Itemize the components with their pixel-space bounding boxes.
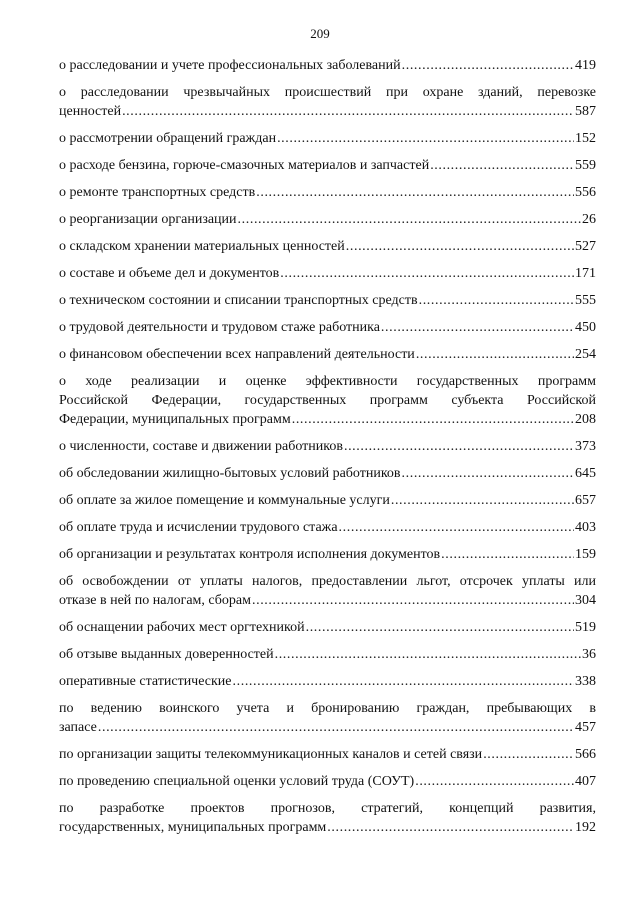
entry-text: об оснащении рабочих мест оргтехникой — [59, 620, 305, 635]
index-entry — [59, 545, 596, 564]
entry-line — [59, 618, 596, 637]
index-entry — [59, 618, 596, 637]
entry-line — [59, 410, 596, 429]
dot-leader — [256, 183, 574, 202]
entry-text: о техническом состоянии и списании транспортных средств — [59, 293, 418, 308]
index-entry — [59, 83, 596, 121]
entry-line — [59, 345, 596, 364]
entry-line — [59, 545, 596, 564]
entry-text: об оплате за жилое помещение и коммунальные услуги — [59, 493, 390, 508]
index-entry — [59, 645, 596, 664]
entry-page-number: 457 — [575, 720, 596, 735]
index-entry — [59, 372, 596, 429]
entry-page-number: 403 — [575, 520, 596, 535]
dot-leader — [238, 210, 581, 229]
entry-page-number: 152 — [575, 131, 596, 146]
entry-text: о складском хранении материальных ценностей — [59, 239, 345, 254]
entry-page-number: 192 — [575, 820, 596, 835]
entry-page-number: 26 — [582, 212, 596, 227]
entry-page-number: 587 — [575, 104, 596, 119]
index-entry — [59, 156, 596, 175]
entry-page-number: 419 — [575, 58, 596, 73]
index-entry — [59, 799, 596, 837]
entry-line — [59, 318, 596, 337]
index-entry — [59, 437, 596, 456]
entry-line — [59, 291, 596, 310]
entry-page-number: 304 — [575, 593, 596, 608]
entry-page-number: 407 — [575, 774, 596, 789]
dot-leader — [483, 745, 574, 764]
entry-text: государственных, муниципальных программ — [59, 820, 327, 835]
index-entry — [59, 745, 596, 764]
entry-page-number: 338 — [575, 674, 596, 689]
page-number: 209 — [310, 26, 330, 41]
entry-text: о ремонте транспортных средств — [59, 185, 256, 200]
entry-page-number: 566 — [575, 747, 596, 762]
index-entry — [59, 291, 596, 310]
entry-text: об оплате труда и исчислении трудового стажа — [59, 520, 338, 535]
dot-leader — [306, 618, 574, 637]
entry-line — [59, 591, 596, 610]
index-entry — [59, 772, 596, 791]
entry-text: о численности, составе и движении работников — [59, 439, 343, 454]
entry-line — [59, 210, 596, 229]
index-entry — [59, 491, 596, 510]
entry-line — [59, 237, 596, 256]
dot-leader — [419, 291, 574, 310]
index-entry — [59, 464, 596, 483]
entry-line — [59, 129, 596, 148]
dot-leader — [275, 645, 581, 664]
entry-page-number: 556 — [575, 185, 596, 200]
dot-leader — [252, 591, 574, 610]
entry-text: по проведению специальной оценки условий труда (СОУТ) — [59, 774, 415, 789]
entry-page-number: 171 — [575, 266, 596, 281]
entry-page-number: 527 — [575, 239, 596, 254]
entry-page-number: 657 — [575, 493, 596, 508]
dot-leader — [381, 318, 574, 337]
entry-text-wrapped: о расследовании чрезвычайных происшествий при охране зданий, перевозке — [59, 85, 596, 100]
entry-text: об организации и результатах контроля исполнения документов — [59, 547, 441, 562]
entry-page-number: 254 — [575, 347, 596, 362]
entry-text-wrapped: по ведению воинского учета и бронированию граждан, пребывающих в — [59, 701, 596, 716]
entry-page-number: 519 — [575, 620, 596, 635]
entry-text: о расследовании и учете профессиональных заболеваний — [59, 58, 401, 73]
index-entry — [59, 345, 596, 364]
dot-leader — [402, 464, 574, 483]
entry-line — [59, 818, 596, 837]
index-entry — [59, 699, 596, 737]
entry-page-number: 373 — [575, 439, 596, 454]
entry-line — [59, 672, 596, 691]
dot-leader — [280, 264, 574, 283]
dot-leader — [344, 437, 574, 456]
entry-text-wrapped: по разработке проектов прогнозов, стратегий, концепций развития, — [59, 801, 596, 816]
entry-text: отказе в ней по налогам, сборам — [59, 593, 251, 608]
dot-leader — [441, 545, 574, 564]
entry-line — [59, 464, 596, 483]
entry-text: о финансовом обеспечении всех направлений деятельности — [59, 347, 415, 362]
entry-text: о трудовой деятельности и трудовом стаже работника — [59, 320, 380, 335]
index-entry — [59, 129, 596, 148]
entry-line — [59, 156, 596, 175]
entry-line — [59, 745, 596, 764]
entry-line — [59, 718, 596, 737]
dot-leader — [402, 56, 574, 75]
entry-page-number: 555 — [575, 293, 596, 308]
dot-leader — [122, 102, 574, 121]
index-entry — [59, 210, 596, 229]
entry-line — [59, 518, 596, 537]
index-entry — [59, 518, 596, 537]
dot-leader — [277, 129, 574, 148]
entry-text: о расходе бензина, горюче-смазочных материалов и запчастей — [59, 158, 430, 173]
entry-text: о реорганизации организации — [59, 212, 237, 227]
entry-text-wrapped: о ходе реализации и оценке эффективности государственных программ — [59, 374, 596, 389]
index-entry — [59, 56, 596, 75]
entry-line — [59, 102, 596, 121]
index-entry — [59, 572, 596, 610]
dot-leader — [430, 156, 574, 175]
entry-page-number: 450 — [575, 320, 596, 335]
entry-page-number: 645 — [575, 466, 596, 481]
index-entry — [59, 264, 596, 283]
entry-page-number: 159 — [575, 547, 596, 562]
entry-line — [59, 264, 596, 283]
entry-text: ценностей — [59, 104, 122, 119]
dot-leader — [416, 345, 574, 364]
dot-leader — [292, 410, 574, 429]
entry-text-wrapped: Российской Федерации, государственных программ субъекта Российской — [59, 393, 596, 408]
entry-line — [59, 772, 596, 791]
dot-leader — [327, 818, 574, 837]
index-entry — [59, 318, 596, 337]
index-entry — [59, 672, 596, 691]
entry-page-number: 36 — [582, 647, 596, 662]
entry-line — [59, 183, 596, 202]
dot-leader — [391, 491, 574, 510]
entry-text-wrapped: об освобождении от уплаты налогов, предоставлении льгот, отсрочек уплаты или — [59, 574, 596, 589]
entry-text: об отзыве выданных доверенностей — [59, 647, 274, 662]
dot-leader — [98, 718, 574, 737]
index-list — [59, 56, 596, 837]
entry-line — [59, 645, 596, 664]
entry-text: Федерации, муниципальных программ — [59, 412, 291, 427]
entry-line — [59, 56, 596, 75]
entry-page-number: 208 — [575, 412, 596, 427]
entry-text: по организации защиты телекоммуникационных каналов и сетей связи — [59, 747, 483, 762]
entry-line — [59, 437, 596, 456]
entry-text: об обследовании жилищно-бытовых условий работников — [59, 466, 401, 481]
entry-page-number: 559 — [575, 158, 596, 173]
dot-leader — [346, 237, 574, 256]
entry-text: о рассмотрении обращений граждан — [59, 131, 277, 146]
entry-text: оперативные статистические — [59, 674, 232, 689]
entry-line — [59, 491, 596, 510]
dot-leader — [415, 772, 574, 791]
entry-text: о составе и объеме дел и документов — [59, 266, 280, 281]
index-entry — [59, 237, 596, 256]
entry-text: запасе — [59, 720, 97, 735]
index-entry — [59, 183, 596, 202]
dot-leader — [339, 518, 574, 537]
dot-leader — [233, 672, 574, 691]
